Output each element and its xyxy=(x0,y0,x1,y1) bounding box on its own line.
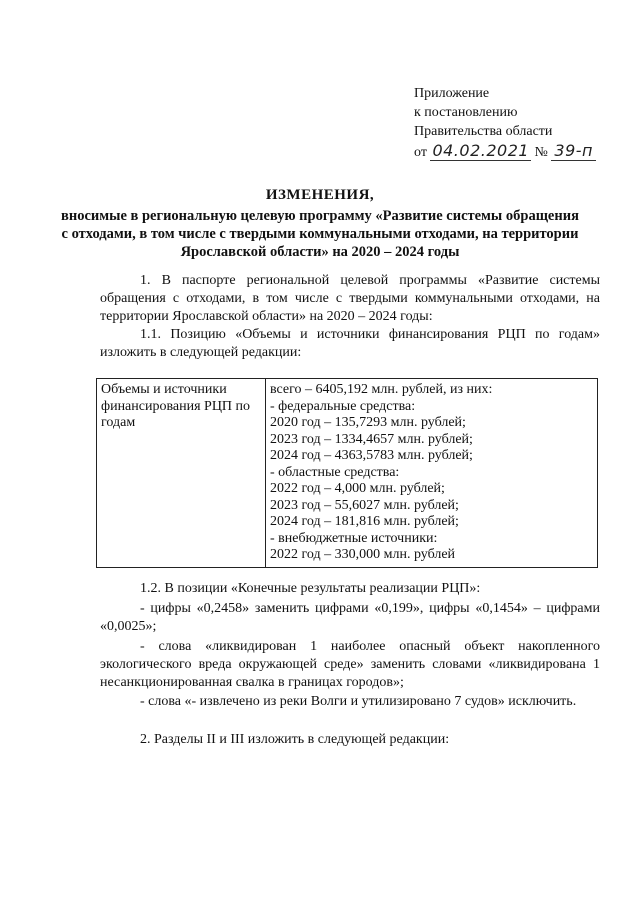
paragraph-1-2-a: - цифры «0,2458» заменить цифрами «0,199», цифры «0,1454» – цифрами «0,0025»; xyxy=(100,601,600,634)
paragraph-1: 1. В паспорте региональной целевой программы «Развитие системы обращения с отходами, в том числе с твердыми коммунальными отходами, на территории Ярославской области» на 2020 – 2024 годы: xyxy=(100,273,600,324)
from-prefix: от xyxy=(414,145,427,160)
handwritten-number: 39-п xyxy=(551,141,596,161)
funding-line: 2022 год – 4,000 млн. рублей; xyxy=(270,481,445,496)
funding-line: 2020 год – 135,7293 млн. рублей; xyxy=(270,415,466,430)
appendix-block xyxy=(414,84,596,162)
document-title xyxy=(60,186,580,261)
funding-line: - федеральные средства: xyxy=(270,398,416,414)
paragraph-1-2: 1.2. В позиции «Конечные результаты реализации РЦП»: xyxy=(140,581,481,596)
funding-table xyxy=(96,378,598,568)
funding-label-cell xyxy=(97,379,266,568)
funding-line: - внебюджетные источники: xyxy=(270,530,438,546)
handwritten-date: 04.02.2021 xyxy=(432,141,530,160)
appendix-date-line xyxy=(414,141,596,162)
paragraph-1-2-c: - слова «- извлечено из реки Волги и утилизировано 7 судов» исключить. xyxy=(140,694,577,709)
title-subtitle: вносимые в региональную целевую программу «Развитие системы обращения с отходами, в том числе с твердыми коммунальными отходами, на территории Ярославской области» на 2020 – 2024 годы xyxy=(61,208,579,260)
funding-line: 2024 год – 181,816 млн. рублей; xyxy=(270,514,459,529)
funding-line: всего – 6405,192 млн. рублей, из них: xyxy=(270,382,493,397)
paragraph-1-1: 1.1. Позицию «Объемы и источники финансирования РЦП по годам» изложить в следующей редакции: xyxy=(100,327,600,360)
appendix-line-3: Правительства области xyxy=(414,124,553,139)
paragraph-1-2-b: - слова «ликвидирован 1 наиболее опасный объект накопленного экологического вреда окружающей среде» заменить словами «ликвидирована 1 несанкционированная свалка в границах городов»; xyxy=(100,639,600,690)
paragraph-2: 2. Разделы II и III изложить в следующей редакции: xyxy=(140,732,450,747)
funding-line: 2024 год – 4363,5783 млн. рублей; xyxy=(270,448,473,463)
funding-line: 2023 год – 1334,4657 млн. рублей; xyxy=(270,431,473,447)
funding-line: 2022 год – 330,000 млн. рублей xyxy=(270,547,456,562)
appendix-line-2: к постановлению xyxy=(414,105,518,120)
number-prefix: № xyxy=(534,145,548,160)
title-main: ИЗМЕНЕНИЯ, xyxy=(265,187,375,203)
funding-line: - областные средства: xyxy=(270,464,400,480)
funding-label: Объемы и источники финансирования РЦП по годам xyxy=(101,382,251,430)
funding-line: 2023 год – 55,6027 млн. рублей; xyxy=(270,497,459,513)
appendix-line-1: Приложение xyxy=(414,86,490,101)
table-row xyxy=(97,379,598,568)
funding-values-cell xyxy=(266,379,598,568)
